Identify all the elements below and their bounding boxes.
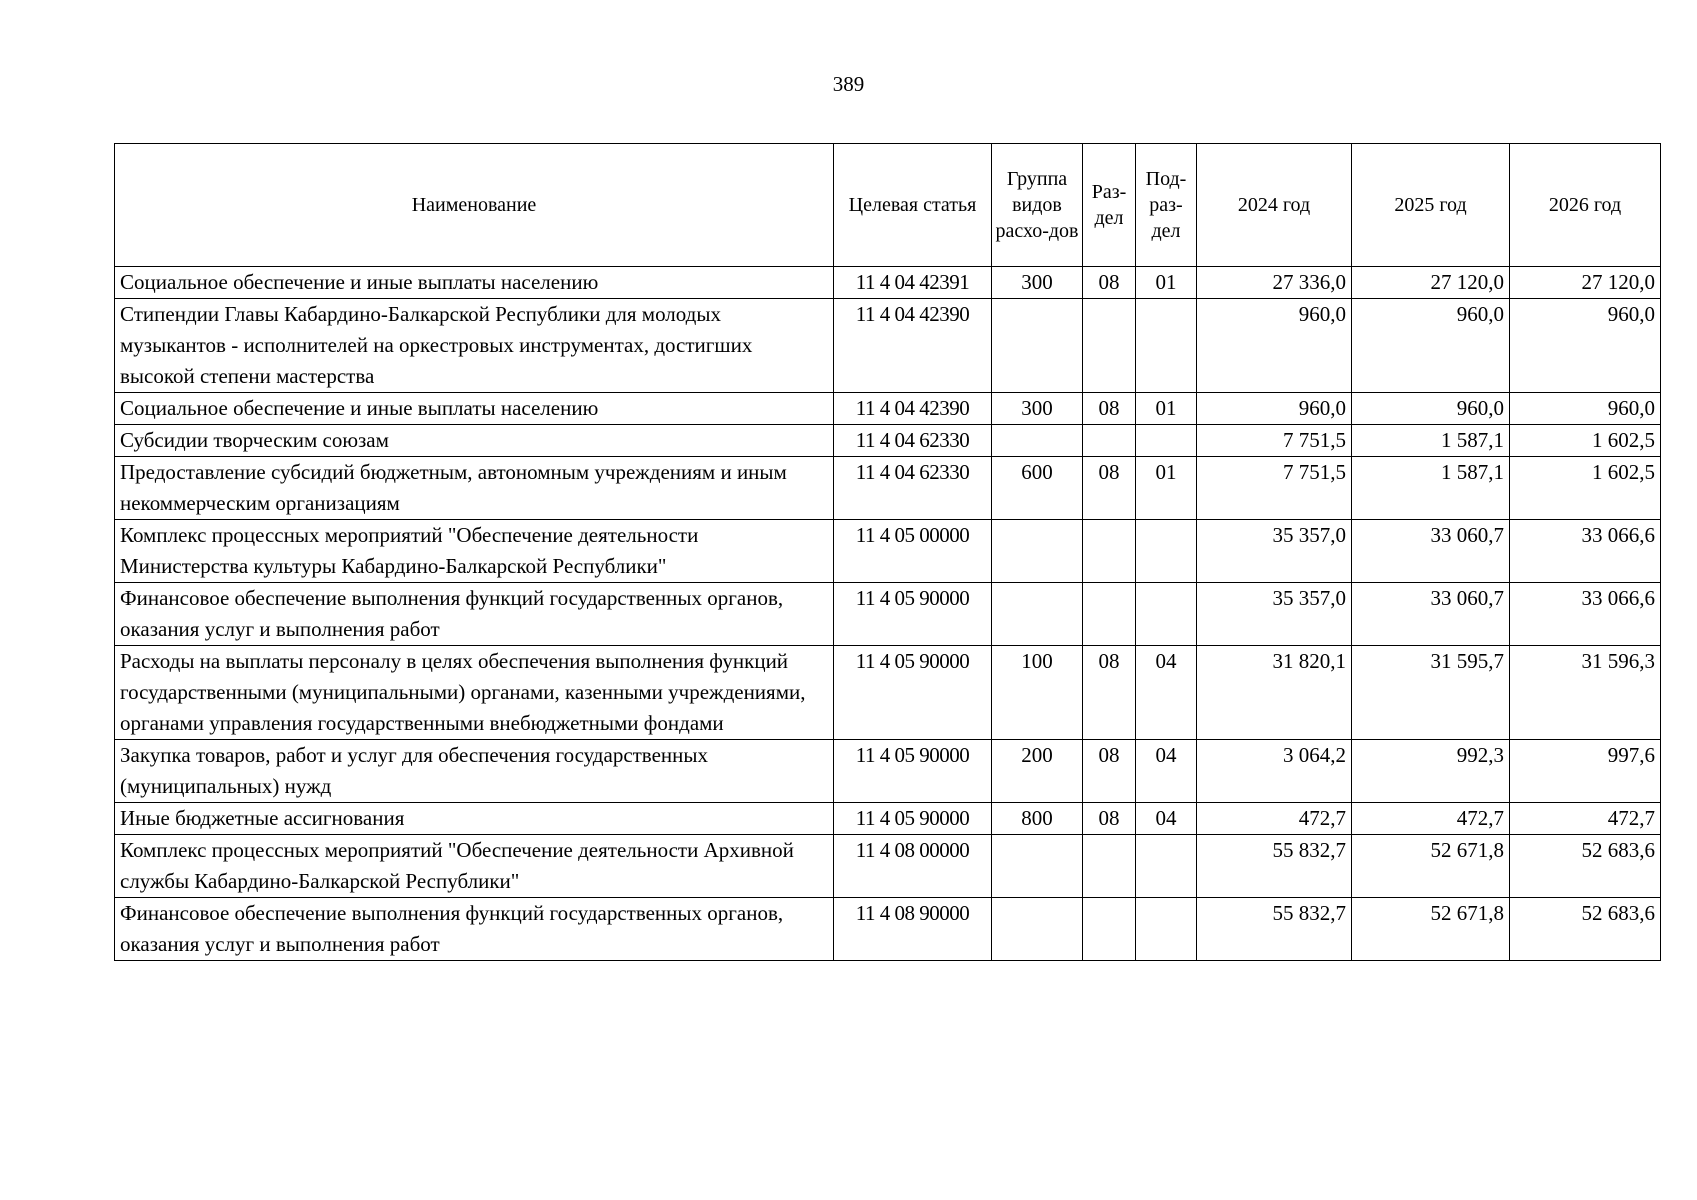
row-amount-2026: 52 683,6 — [1510, 898, 1661, 961]
row-name: Финансовое обеспечение выполнения функций государственных органов, оказания услуг и выполнения работ — [115, 583, 834, 646]
table-row — [115, 267, 1661, 299]
row-section — [1083, 898, 1136, 961]
row-subsection — [1136, 299, 1197, 393]
row-amount-2025: 27 120,0 — [1352, 267, 1510, 299]
row-expense-group — [992, 299, 1083, 393]
row-name: Комплекс процессных мероприятий "Обеспечение деятельности Министерства культуры Кабардино-Балкарской Республики" — [115, 520, 834, 583]
row-expense-group: 100 — [992, 646, 1083, 740]
row-section — [1083, 583, 1136, 646]
budget-table — [114, 143, 1661, 961]
row-section: 08 — [1083, 393, 1136, 425]
row-name: Закупка товаров, работ и услуг для обеспечения государственных (муниципальных) нужд — [115, 740, 834, 803]
table-row — [115, 898, 1661, 961]
header-group: Группа видов расхо-дов — [992, 144, 1083, 267]
row-amount-2026: 960,0 — [1510, 299, 1661, 393]
row-amount-2025: 31 595,7 — [1352, 646, 1510, 740]
row-subsection: 04 — [1136, 740, 1197, 803]
table-row — [115, 520, 1661, 583]
row-amount-2024: 55 832,7 — [1197, 835, 1352, 898]
header-2025: 2025 год — [1352, 144, 1510, 267]
row-amount-2026: 31 596,3 — [1510, 646, 1661, 740]
row-name: Социальное обеспечение и иные выплаты населению — [115, 393, 834, 425]
row-amount-2024: 35 357,0 — [1197, 583, 1352, 646]
row-amount-2025: 472,7 — [1352, 803, 1510, 835]
row-target-code: 11 4 04 42390 — [834, 299, 992, 393]
row-section: 08 — [1083, 740, 1136, 803]
table-row — [115, 393, 1661, 425]
row-target-code: 11 4 08 00000 — [834, 835, 992, 898]
row-target-code: 11 4 05 90000 — [834, 646, 992, 740]
row-subsection: 01 — [1136, 393, 1197, 425]
row-amount-2026: 33 066,6 — [1510, 583, 1661, 646]
row-name: Предоставление субсидий бюджетным, автономным учреждениям и иным некоммерческим организациям — [115, 457, 834, 520]
table-row — [115, 803, 1661, 835]
row-amount-2025: 960,0 — [1352, 299, 1510, 393]
row-amount-2024: 55 832,7 — [1197, 898, 1352, 961]
row-amount-2025: 992,3 — [1352, 740, 1510, 803]
row-amount-2024: 31 820,1 — [1197, 646, 1352, 740]
row-subsection — [1136, 835, 1197, 898]
row-name: Финансовое обеспечение выполнения функций государственных органов, оказания услуг и выполнения работ — [115, 898, 834, 961]
row-name: Комплекс процессных мероприятий "Обеспечение деятельности Архивной службы Кабардино-Балкарской Республики" — [115, 835, 834, 898]
row-amount-2026: 1 602,5 — [1510, 457, 1661, 520]
row-expense-group — [992, 835, 1083, 898]
row-subsection — [1136, 583, 1197, 646]
row-expense-group — [992, 425, 1083, 457]
row-amount-2024: 3 064,2 — [1197, 740, 1352, 803]
row-amount-2024: 960,0 — [1197, 393, 1352, 425]
row-section — [1083, 299, 1136, 393]
table-row — [115, 835, 1661, 898]
row-amount-2026: 27 120,0 — [1510, 267, 1661, 299]
header-name: Наименование — [115, 144, 834, 267]
row-name: Стипендии Главы Кабардино-Балкарской Республики для молодых музыкантов - исполнителей на оркестровых инструментах, достигших высокой степени мастерства — [115, 299, 834, 393]
row-subsection: 04 — [1136, 646, 1197, 740]
row-amount-2025: 33 060,7 — [1352, 583, 1510, 646]
row-amount-2024: 27 336,0 — [1197, 267, 1352, 299]
row-name: Социальное обеспечение и иные выплаты населению — [115, 267, 834, 299]
row-target-code: 11 4 04 62330 — [834, 425, 992, 457]
row-target-code: 11 4 08 90000 — [834, 898, 992, 961]
row-section: 08 — [1083, 457, 1136, 520]
row-expense-group: 800 — [992, 803, 1083, 835]
row-target-code: 11 4 05 90000 — [834, 740, 992, 803]
table-row — [115, 646, 1661, 740]
row-name: Субсидии творческим союзам — [115, 425, 834, 457]
row-target-code: 11 4 04 62330 — [834, 457, 992, 520]
row-amount-2026: 960,0 — [1510, 393, 1661, 425]
row-section — [1083, 520, 1136, 583]
row-subsection: 01 — [1136, 457, 1197, 520]
table-row — [115, 299, 1661, 393]
table-row — [115, 457, 1661, 520]
table-row — [115, 425, 1661, 457]
row-expense-group: 300 — [992, 393, 1083, 425]
row-amount-2024: 960,0 — [1197, 299, 1352, 393]
row-target-code: 11 4 05 00000 — [834, 520, 992, 583]
table-row — [115, 583, 1661, 646]
row-amount-2024: 7 751,5 — [1197, 425, 1352, 457]
row-amount-2024: 472,7 — [1197, 803, 1352, 835]
page-number: 389 — [832, 72, 865, 96]
row-target-code: 11 4 05 90000 — [834, 583, 992, 646]
table-row — [115, 740, 1661, 803]
row-amount-2024: 35 357,0 — [1197, 520, 1352, 583]
header-section: Раз-дел — [1083, 144, 1136, 267]
row-expense-group: 200 — [992, 740, 1083, 803]
header-2026: 2026 год — [1510, 144, 1661, 267]
row-target-code: 11 4 04 42390 — [834, 393, 992, 425]
row-amount-2026: 52 683,6 — [1510, 835, 1661, 898]
row-section — [1083, 835, 1136, 898]
header-2024: 2024 год — [1197, 144, 1352, 267]
row-amount-2025: 33 060,7 — [1352, 520, 1510, 583]
header-subsection: Под-раз-дел — [1136, 144, 1197, 267]
row-subsection — [1136, 898, 1197, 961]
row-amount-2025: 1 587,1 — [1352, 457, 1510, 520]
row-amount-2025: 1 587,1 — [1352, 425, 1510, 457]
header-row — [115, 144, 1661, 267]
row-subsection — [1136, 520, 1197, 583]
row-expense-group — [992, 898, 1083, 961]
row-amount-2026: 472,7 — [1510, 803, 1661, 835]
row-amount-2025: 52 671,8 — [1352, 835, 1510, 898]
row-target-code: 11 4 05 90000 — [834, 803, 992, 835]
row-subsection: 04 — [1136, 803, 1197, 835]
row-expense-group: 300 — [992, 267, 1083, 299]
row-amount-2026: 1 602,5 — [1510, 425, 1661, 457]
row-amount-2024: 7 751,5 — [1197, 457, 1352, 520]
row-expense-group: 600 — [992, 457, 1083, 520]
row-name: Расходы на выплаты персоналу в целях обеспечения выполнения функций государственными (муниципальными) органами, казенными учреждениями, органами управления государственными внебюджетными фондами — [115, 646, 834, 740]
row-section — [1083, 425, 1136, 457]
row-amount-2026: 997,6 — [1510, 740, 1661, 803]
row-amount-2025: 960,0 — [1352, 393, 1510, 425]
row-section: 08 — [1083, 646, 1136, 740]
row-expense-group — [992, 520, 1083, 583]
row-subsection: 01 — [1136, 267, 1197, 299]
row-subsection — [1136, 425, 1197, 457]
row-name: Иные бюджетные ассигнования — [115, 803, 834, 835]
row-amount-2025: 52 671,8 — [1352, 898, 1510, 961]
row-section: 08 — [1083, 267, 1136, 299]
header-target: Целевая статья — [834, 144, 992, 267]
row-target-code: 11 4 04 42391 — [834, 267, 992, 299]
row-amount-2026: 33 066,6 — [1510, 520, 1661, 583]
table-body — [115, 267, 1661, 961]
row-expense-group — [992, 583, 1083, 646]
row-section: 08 — [1083, 803, 1136, 835]
